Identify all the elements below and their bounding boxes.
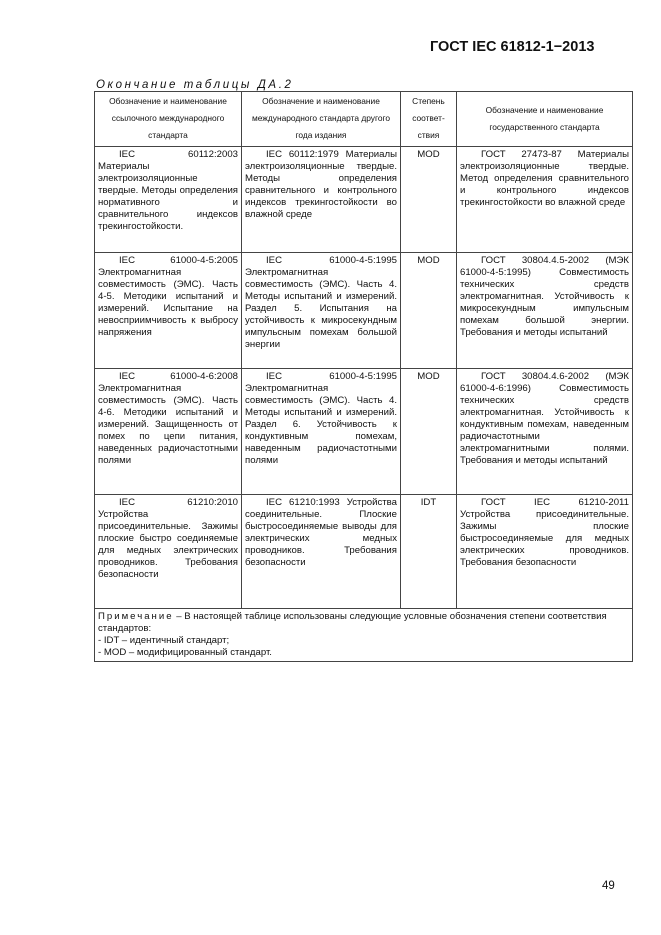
header-ref-standard: Обозначение и наименование ссылочного международного стандарта (95, 92, 242, 147)
cell-national-standard: ГОСТ 27473-87 Материалы электроизоляционные твердые. Метод определения сравнительного и контрольного индексов трекингостойкости во влажной среде (457, 146, 633, 252)
cell-other-year-standard: IEC 60112:1979 Материалы электроизоляционные твердые. Методы определения сравнительного и контрольного индексов трекингостойкости во влажной среде (242, 146, 401, 252)
note-item: - MOD – модифицированный стандарт. (98, 646, 272, 658)
header-other-year-standard: Обозначение и наименование международного стандарта другого года издания (242, 92, 401, 147)
cell-other-year-standard: IEC 61000-4-5:1995 Электромагнитная совместимость (ЭМС). Часть 4. Методы испытаний и измерений. Раздел 5. Испытания на устойчивость к микросекундным импульсным помехам большой энергии (242, 252, 401, 368)
cell-national-standard: ГОСТ 30804.4.5-2002 (МЭК 61000-4-5:1995) Совместимость технических средств электромагнитная. Устойчивость к микросекундным импульсным помехам большой энергии. Требования и методы испытаний (457, 252, 633, 368)
note-intro: – В настоящей таблице использованы следующие условные обозначения степени соответствия стандартов: (98, 610, 607, 634)
cell-national-standard: ГОСТ 30804.4.6-2002 (МЭК 61000-4-6:1996) Совместимость технических средств электромагнитная. Устойчивость к кондуктивным помехам, наведенным радиочастотными электромагнитными полями. Требования и методы испытаний (457, 368, 633, 494)
table-row (95, 494, 633, 608)
cell-ref-standard: IEC 61000-4-6:2008 Электромагнитная совместимость (ЭМС). Часть 4-6. Методики испытаний и измерений. Защищенность от помех по цепи питания, наведенных радиочастотными полями (95, 368, 242, 494)
cell-degree: MOD (401, 368, 457, 494)
cell-degree: MOD (401, 146, 457, 252)
page-number: 49 (602, 880, 615, 892)
table-row (95, 252, 633, 368)
cell-ref-standard: IEC 60112:2003 Материалы электроизоляционные твердые. Методы определения нормативного и сравнительного индексов трекингостойкости. (95, 146, 242, 252)
table-row (95, 146, 633, 252)
cell-other-year-standard: IEC 61000-4-5:1995 Электромагнитная совместимость (ЭМС). Часть 4. Методы испытаний и измерений. Раздел 6. Устойчивость к кондуктивным помехам, наведенным радиочастотными полями (242, 368, 401, 494)
note-title: Примечание (98, 610, 174, 622)
cell-degree: IDT (401, 494, 457, 608)
table-note (95, 608, 633, 661)
document-header-standard-code: ГОСТ IEC 61812-1−2013 (430, 39, 595, 55)
header-national-standard: Обозначение и наименование государственного стандарта (457, 92, 633, 147)
cell-ref-standard: IEC 61000-4-5:2005 Электромагнитная совместимость (ЭМС). Часть 4-5. Методики испытаний и измерений. Испытание на невосприимчивость к выбросу напряжения (95, 252, 242, 368)
cell-national-standard: ГОСТ IEC 61210-2011 Устройства присоединительные. Зажимы плоские быстросоединяемые для медных электрических проводников. Требования безопасности (457, 494, 633, 608)
note-item: - IDT – идентичный стандарт; (98, 634, 230, 646)
cell-ref-standard: IEC 61210:2010 Устройства присоединительные. Зажимы плоские быстро соединяемые для медных электрических проводников. Требования безопасности (95, 494, 242, 608)
table-note-row (95, 608, 633, 661)
cell-degree: MOD (401, 252, 457, 368)
table-row (95, 368, 633, 494)
note-intro-line (98, 611, 629, 635)
cell-other-year-standard: IEC 61210:1993 Устройства соединительные. Плоские быстросоединяемые выводы для электрических медных проводников. Требования безопасности (242, 494, 401, 608)
header-degree: Степень соответ-ствия (401, 92, 457, 147)
table-caption: Окончание таблицы ДА.2 (96, 79, 294, 91)
standards-correspondence-table (94, 91, 633, 662)
table-header-row (95, 92, 633, 147)
